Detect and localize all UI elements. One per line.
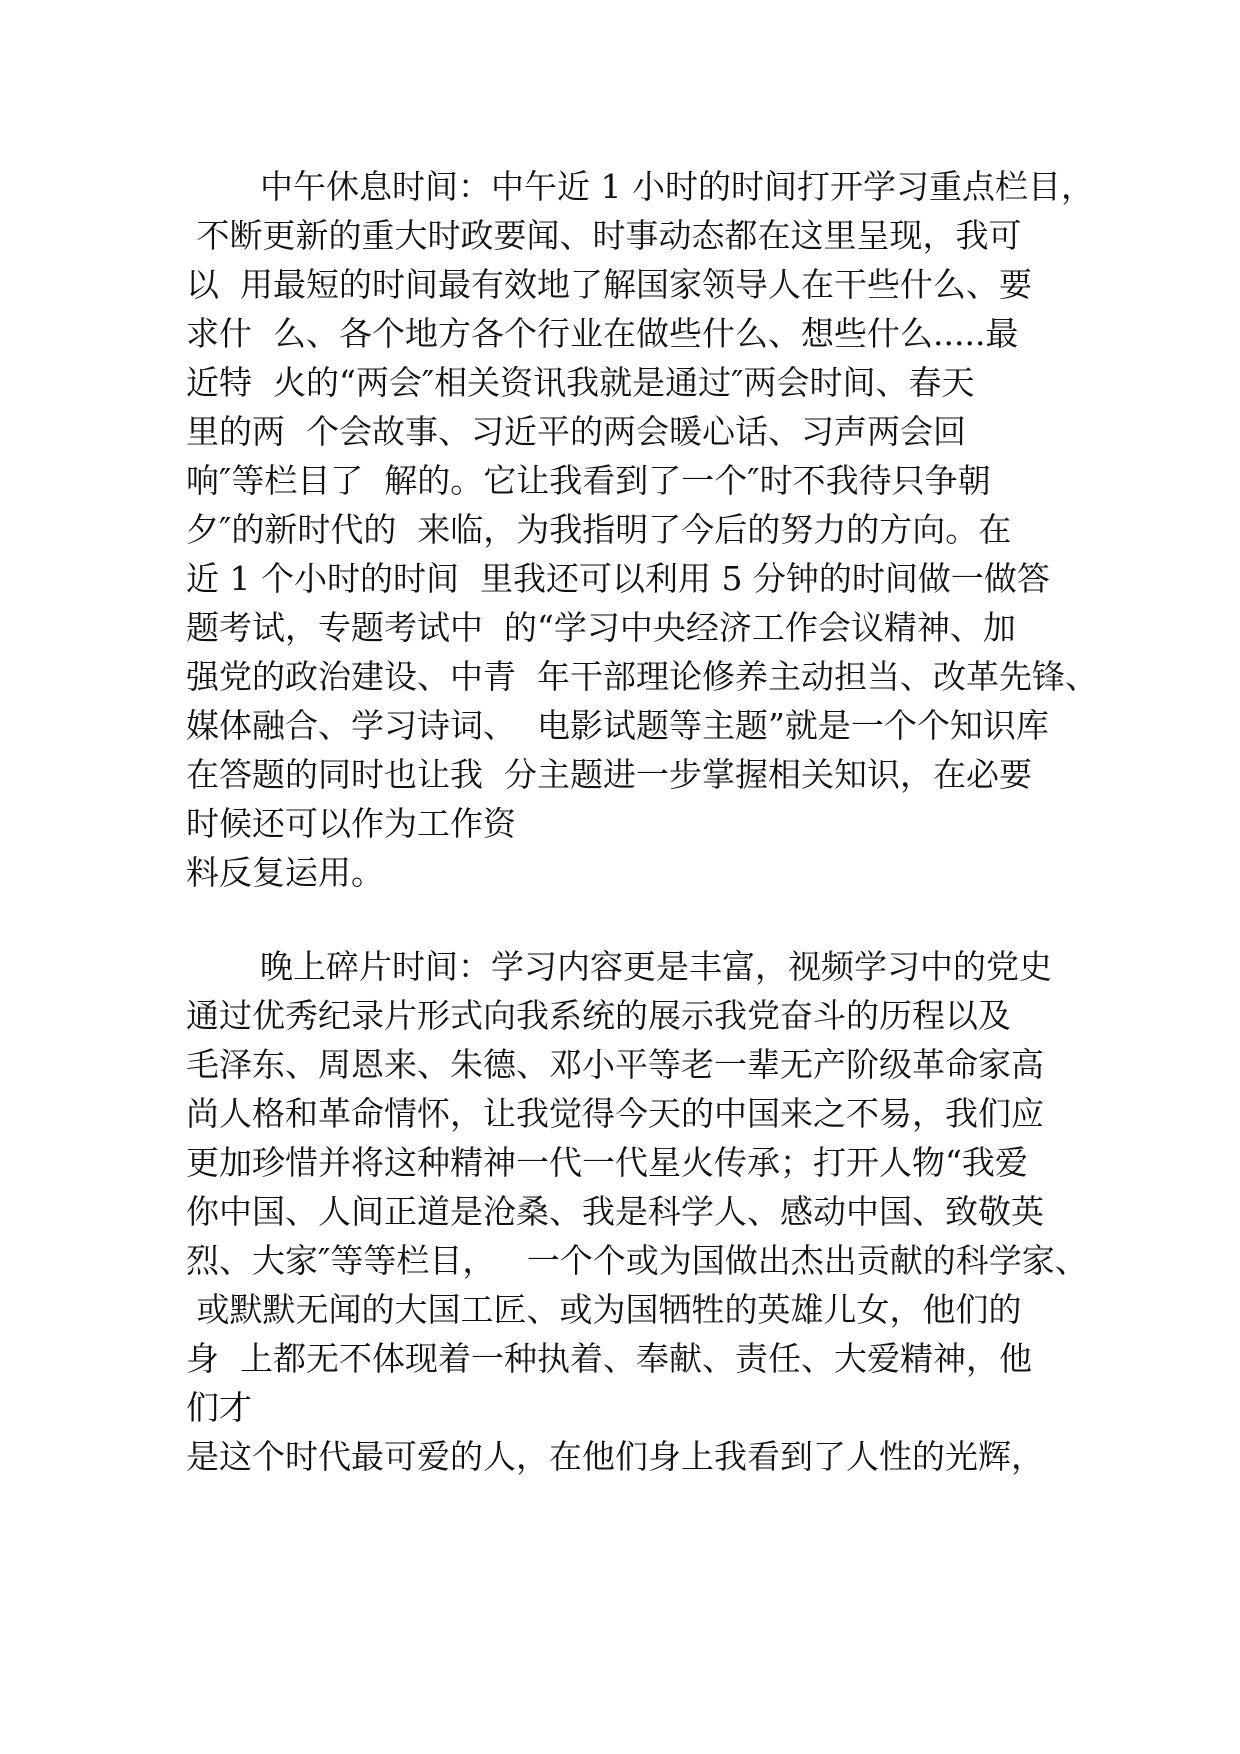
text-line: 晚上碎片时间：学习内容更是丰富，视频学习中的党史	[260, 947, 1052, 986]
text-line: 是这个时代最可爱的人，在他们身上我看到了人性的光辉，	[186, 1437, 1044, 1476]
text-line: 近特 火的“两会″相关资讯我就是通过″两会时间、春天	[186, 363, 975, 402]
text-line: 料反复运用。	[186, 853, 384, 892]
text-line: 更加珍惜并将这种精神一代一代星火传承；打开人物“我爱	[186, 1143, 1028, 1182]
paragraph-evening-fragments	[186, 942, 1106, 1481]
document-body	[186, 162, 1106, 1481]
text-line: 毛泽东、周恩来、朱德、邓小平等老一辈无产阶级革命家高	[186, 1045, 1044, 1084]
text-line: 求什 么、各个地方各个行业在做些什么、想些什么.....最	[186, 314, 1019, 353]
paragraph-noon-break	[186, 162, 1106, 897]
text-line: 中午休息时间：中午近 1 小时的时间打开学习重点栏目，	[260, 167, 1094, 206]
text-line: 不断更新的重大时政要闻、时事动态都在这里呈现，我可	[186, 216, 1022, 255]
text-line: 里的两 个会故事、习近平的两会暖心话、习声两会回	[186, 412, 966, 451]
text-line: 夕″的新时代的 来临，为我指明了今后的努力的方向。在	[186, 510, 1012, 549]
paragraph-gap	[186, 897, 1106, 942]
text-line: 在答题的同时也让我 分主题进一步掌握相关知识，在必要	[186, 755, 1032, 794]
text-line: 以 用最短的时间最有效地了解国家领导人在干些什么、要	[186, 265, 1032, 304]
text-line: 通过优秀纪录片形式向我系统的展示我党奋斗的历程以及	[186, 996, 1011, 1035]
text-line: 你中国、人间正道是沧桑、我是科学人、感动中国、致敬英	[186, 1192, 1044, 1231]
text-line: 或默默无闻的大国工匠、或为国牺牲的英雄儿女，他们的	[186, 1290, 1022, 1329]
text-line: 烈、大家″等等栏目， 一个个或为国做出杰出贡献的科学家、	[186, 1241, 1088, 1280]
text-line: 近 1 个小时的时间 里我还可以利用 5 分钟的时间做一做答	[186, 559, 1050, 598]
text-line: 强党的政治建设、中青 年干部理论修养主动担当、改革先锋、	[186, 657, 1098, 696]
text-line: 响″等栏目了 解的。它让我看到了一个″时不我待只争朝	[186, 461, 991, 500]
text-line: 尚人格和革命情怀，让我觉得今天的中国来之不易，我们应	[186, 1094, 1044, 1133]
text-line: 身 上都无不体现着一种执着、奉献、责任、大爱精神，他	[186, 1339, 1032, 1378]
text-line: 们才	[186, 1388, 252, 1427]
text-line: 时候还可以作为工作资	[186, 804, 516, 843]
text-line: 媒体融合、学习诗词、 电影试题等主题”就是一个个知识库	[186, 706, 1049, 745]
text-line: 题考试，专题考试中 的“学习中央经济工作会议精神、加	[186, 608, 1016, 647]
